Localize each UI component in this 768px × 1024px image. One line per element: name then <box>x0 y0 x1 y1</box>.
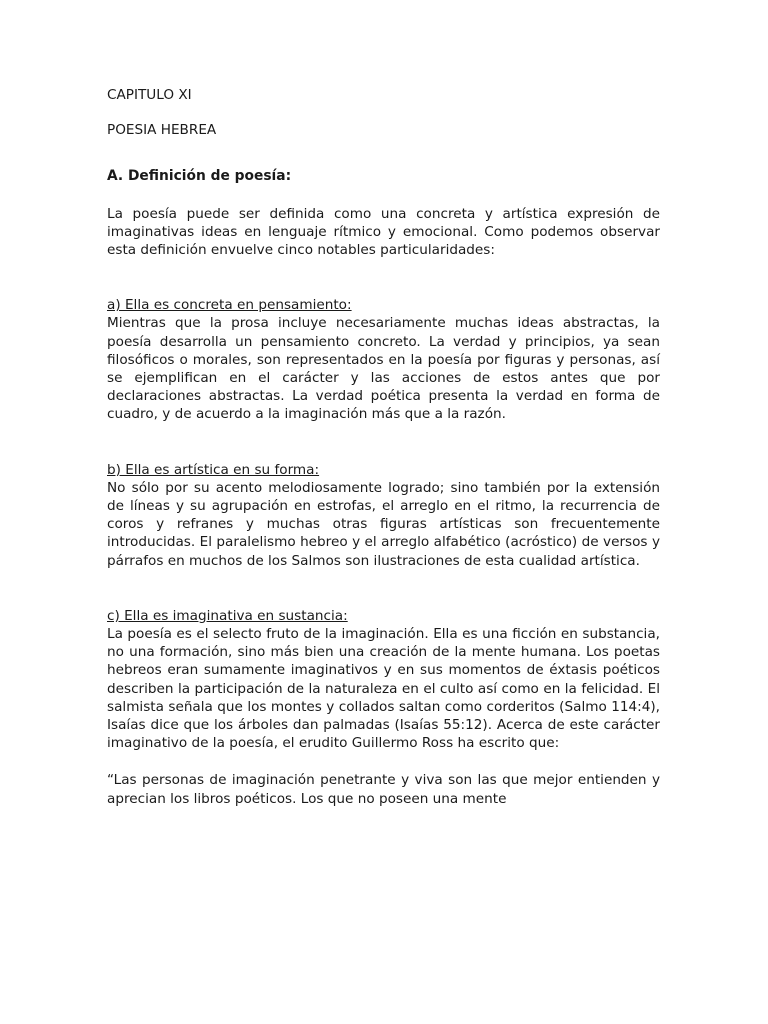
subsection-a-heading: a) Ella es concreta en pensamiento: <box>107 297 352 314</box>
subsection-c-heading: c) Ella es imaginativa en sustancia: <box>107 607 348 624</box>
chapter-heading: CAPITULO XI <box>107 87 192 103</box>
quote-paragraph: “Las personas de imaginación penetrante y viva son las que mejor entienden y aprecian los libros poéticos. Los que no poseen una mente <box>107 772 660 807</box>
subsection-b-body: No sólo por su acento melodiosamente logrado; sino también por la extensión de líneas y su agrupación en estrofas, el arreglo en el ritmo, la recurrencia de coros y refranes y muchas otras figuras artísticas son frecuentemente introducidas. El paralelismo hebreo y el arreglo alfabético (acróstico) de versos y párrafos en muchos de los Salmos son ilustraciones de esta cualidad artística. <box>107 479 660 569</box>
chapter-title: POESIA HEBREA <box>107 122 217 139</box>
subsection-a-body: Mientras que la prosa incluye necesariamente muchas ideas abstractas, la poesía desarrolla un pensamiento concreto. La verdad y principios, ya sean filosóficos o morales, son representados en la poesía por figuras y personas, así se ejemplifican en el carácter y las acciones de estos antes que por declaraciones abstractas. La verdad poética presenta la verdad en forma de cuadro, y de acuerdo a la imaginación más que a la razón. <box>107 315 660 423</box>
document-body <box>107 86 660 808</box>
subsection-b-heading: b) Ella es artística en su forma: <box>107 461 320 478</box>
section-a-intro: La poesía puede ser definida como una concreta y artística expresión de imaginativas ideas en lenguaje rítmico y emocional. Como podemos observar esta definición envuelve cinco notables particularidades: <box>107 205 660 259</box>
subsection-c-body: La poesía es el selecto fruto de la imaginación. Ella es una ficción en substancia, no una formación, sino más bien una creación de la mente humana. Los poetas hebreos eran sumamente imaginativos y en sus momentos de éxtasis poéticos describen la participación de la naturaleza en el culto así como en la felicidad. El salmista señala que los montes y collados saltan como corderitos (Salmo 114:4), Isaías dice que los árboles dan palmadas (Isaías 55:12). Acerca de este carácter imaginativo de la poesía, el erudito Guillermo Ross ha escrito que: <box>107 626 660 752</box>
section-a-heading: A. Definición de poesía: <box>107 168 292 185</box>
